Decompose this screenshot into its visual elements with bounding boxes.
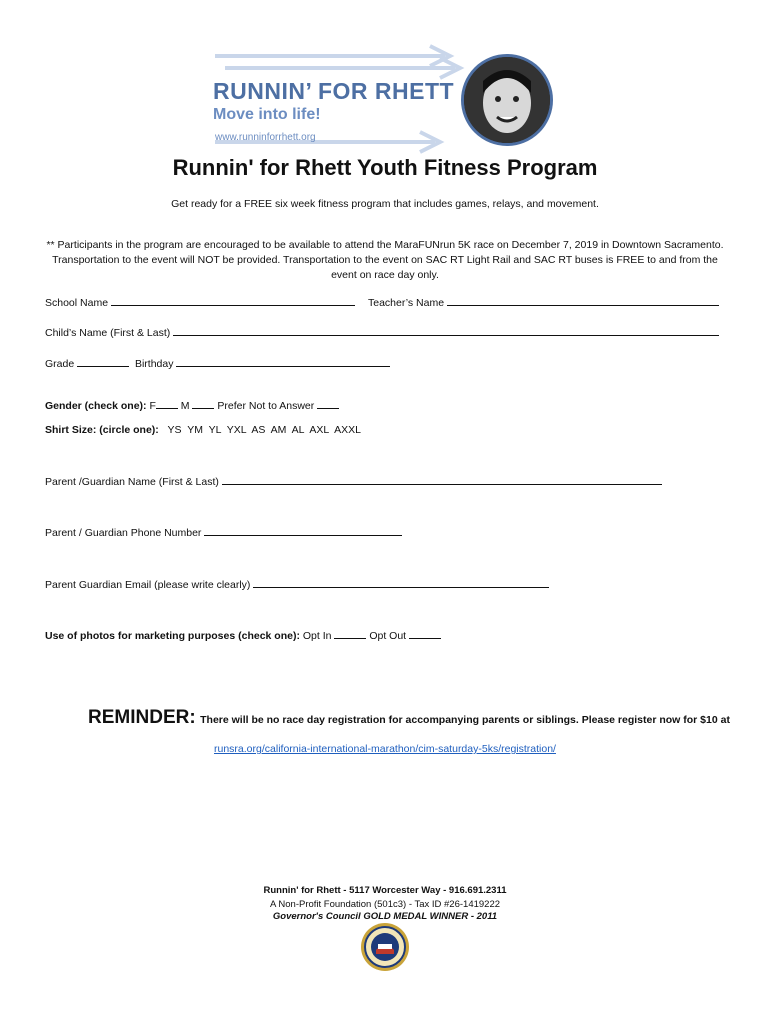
photos-consent-row xyxy=(45,629,441,642)
child-name-label: Child’s Name (First & Last) xyxy=(45,327,171,339)
gender-prefer-label: Prefer Not to Answer xyxy=(217,400,315,412)
parent-email-row xyxy=(45,578,549,591)
page-title: Runnin' for Rhett Youth Fitness Program xyxy=(172,155,598,180)
opt-in-label: Opt In xyxy=(302,630,332,642)
child-name-row xyxy=(45,326,719,339)
parent-name-row xyxy=(45,475,662,488)
teacher-name-field[interactable] xyxy=(447,296,719,306)
birthday-label: Birthday xyxy=(134,358,174,370)
child-name-field[interactable] xyxy=(173,326,719,336)
participation-note: ** Participants in the program are encouraged to be available to attend the MaraFUNrun 5K race on December 7, 2019 in Downtown Sacramento. Transportation to the event will NOT be provided. Transportation to the event on SAC RT Light Rail and SAC RT buses is FREE to and from the event on race day only. xyxy=(46,239,724,281)
teacher-name-label: Teacher’s Name xyxy=(368,297,445,309)
grade-label: Grade xyxy=(45,358,75,370)
photos-consent-label: Use of photos for marketing purposes (check one): xyxy=(45,630,300,642)
school-name-field[interactable] xyxy=(111,296,355,306)
gender-label: Gender (check one): xyxy=(45,400,147,412)
opt-in-field[interactable] xyxy=(334,629,366,639)
footer-nonprofit: A Non-Profit Foundation (501c3) - Tax ID #26-1419222 xyxy=(269,899,501,910)
parent-name-field[interactable] xyxy=(222,475,662,485)
parent-name-label: Parent /Guardian Name (First & Last) xyxy=(45,476,219,488)
logo-url: www.runninforrhett.org xyxy=(215,132,316,143)
gender-f-field[interactable] xyxy=(156,399,178,409)
gender-prefer-field[interactable] xyxy=(317,399,339,409)
parent-phone-row xyxy=(45,526,402,539)
gender-f-label: F xyxy=(149,400,156,412)
registration-link[interactable]: runsra.org/california-international-marathon/cim-saturday-5ks/registration/ xyxy=(214,743,556,755)
governors-council-seal-icon xyxy=(360,922,410,972)
shirt-size-row xyxy=(45,424,361,436)
child-photo xyxy=(461,54,553,146)
parent-phone-label: Parent / Guardian Phone Number xyxy=(45,527,202,539)
footer-address: Runnin' for Rhett - 5117 Worcester Way - 916.691.2311 xyxy=(263,885,507,896)
opt-out-field[interactable] xyxy=(409,629,441,639)
shirt-size-options[interactable]: YS YM YL YXL AS AM AL AXL AXXL xyxy=(167,424,361,436)
gender-m-label: M xyxy=(180,400,190,412)
school-name-label: School Name xyxy=(45,297,109,309)
teacher-name-row xyxy=(368,296,719,309)
logo-tagline: Move into life! xyxy=(213,106,321,123)
opt-out-label: Opt Out xyxy=(369,630,407,642)
child-portrait-icon xyxy=(464,57,550,143)
parent-email-field[interactable] xyxy=(253,578,549,588)
grade-field[interactable] xyxy=(77,357,129,367)
footer-award: Governor's Council GOLD MEDAL WINNER - 2011 xyxy=(272,911,498,922)
school-name-row xyxy=(45,296,355,309)
page-subtitle: Get ready for a FREE six week fitness program that includes games, relays, and movement. xyxy=(171,198,599,210)
brand-logo xyxy=(205,44,555,154)
shirt-size-label: Shirt Size: (circle one): xyxy=(45,424,159,436)
grade-birthday-row xyxy=(45,357,390,370)
reminder-text: There will be no race day registration for accompanying parents or siblings. Please register now for $10 at xyxy=(200,714,730,726)
reminder-heading: REMINDER: xyxy=(88,707,196,728)
parent-phone-field[interactable] xyxy=(204,526,402,536)
gender-m-field[interactable] xyxy=(192,399,214,409)
logo-title: RUNNIN’ FOR RHETT xyxy=(213,78,455,104)
birthday-field[interactable] xyxy=(176,357,390,367)
parent-email-label: Parent Guardian Email (please write clearly) xyxy=(45,579,251,591)
reminder-block xyxy=(88,707,730,729)
gender-row xyxy=(45,399,339,412)
